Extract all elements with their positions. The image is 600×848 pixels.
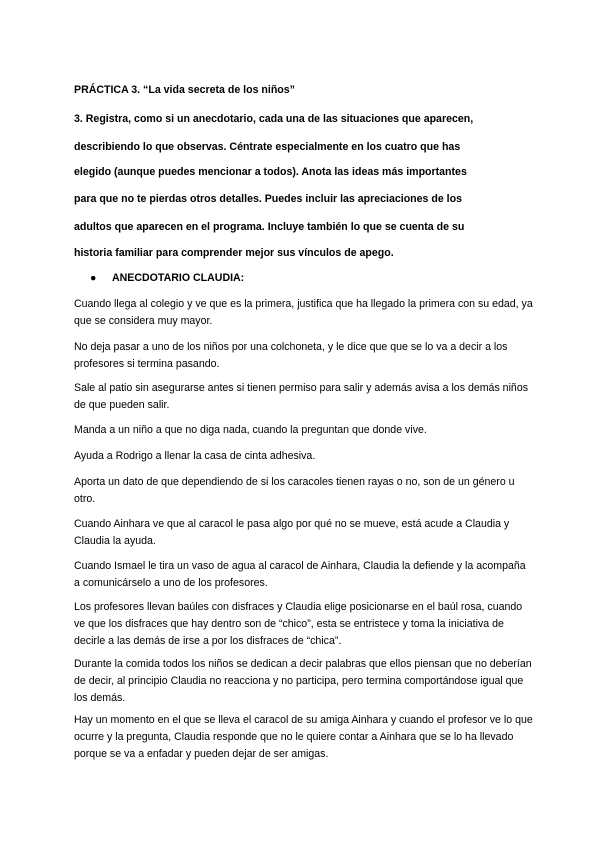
paragraph: Cuando Ainhara ve que al caracol le pasa algo por qué no se mueve, está acude a Claudia y Claudia la ayuda. [74, 518, 510, 547]
section-heading: ANECDOTARIO CLAUDIA: [112, 272, 245, 284]
paragraph: Cuando llega al colegio y ve que es la primera, justifica que ha llegado la primera con su edad, ya que se considera muy mayor. [74, 298, 533, 327]
bullet-dot-icon: ● [90, 272, 97, 284]
paragraph: Manda a un niño a que no diga nada, cuando la preguntan que donde vive. [74, 424, 427, 436]
instruction-line-1: 3. Registra, como si un anecdotario, cada una de las situaciones que aparecen, [74, 113, 474, 125]
practice-title: PRÁCTICA 3. “La vida secreta de los niños” [74, 84, 295, 96]
paragraph: Los profesores llevan baúles con disfraces y Claudia elige posicionarse en el baúl rosa, cuando ve que los disfraces que hay dentro son de “chico”, esta se entristece y toma la iniciativa de decirle a las demás de irse a por los disfraces de “chica”. [74, 601, 523, 647]
instruction-line-5: adultos que aparecen en el programa. Incluye también lo que se cuenta de su [74, 221, 465, 233]
instruction-line-4: para que no te pierdas otros detalles. Puedes incluir las apreciaciones de los [74, 193, 462, 205]
instruction-line-6: historia familiar para comprender mejor sus vínculos de apego. [74, 247, 394, 259]
section-bullet [90, 272, 244, 284]
paragraph: Ayuda a Rodrigo a llenar la casa de cinta adhesiva. [74, 450, 316, 462]
instruction-line-2: describiendo lo que observas. Céntrate especialmente en los cuatro que has [74, 141, 461, 153]
paragraph: Sale al patio sin asegurarse antes si tienen permiso para salir y además avisa a los demás niños de que pueden salir. [74, 382, 529, 411]
paragraph: Durante la comida todos los niños se dedican a decir palabras que ellos piensan que no deberían de decir, al principio Claudia no reacciona y no participa, pero termina comportándose igual que los demás. [74, 658, 532, 704]
paragraph: Aporta un dato de que dependiendo de si los caracoles tienen rayas o no, son de un género u otro. [74, 476, 515, 505]
paragraph: Cuando Ismael le tira un vaso de agua al caracol de Ainhara, Claudia la defiende y la acompaña a comunicárselo a uno de los profesores. [74, 560, 526, 589]
instruction-line-3: elegido (aunque puedes mencionar a todos). Anota las ideas más importantes [74, 166, 467, 178]
paragraph: Hay un momento en el que se lleva el caracol de su amiga Ainhara y cuando el profesor ve lo que ocurre y la pregunta, Claudia responde que no le quiere contar a Ainhara que se lo ha llevado porque se va a enfadar y pueden dejar de ser amigas. [74, 714, 533, 760]
paragraph: No deja pasar a uno de los niños por una colchoneta, y le dice que que se lo va a decir a los profesores si termina pasando. [74, 341, 508, 370]
